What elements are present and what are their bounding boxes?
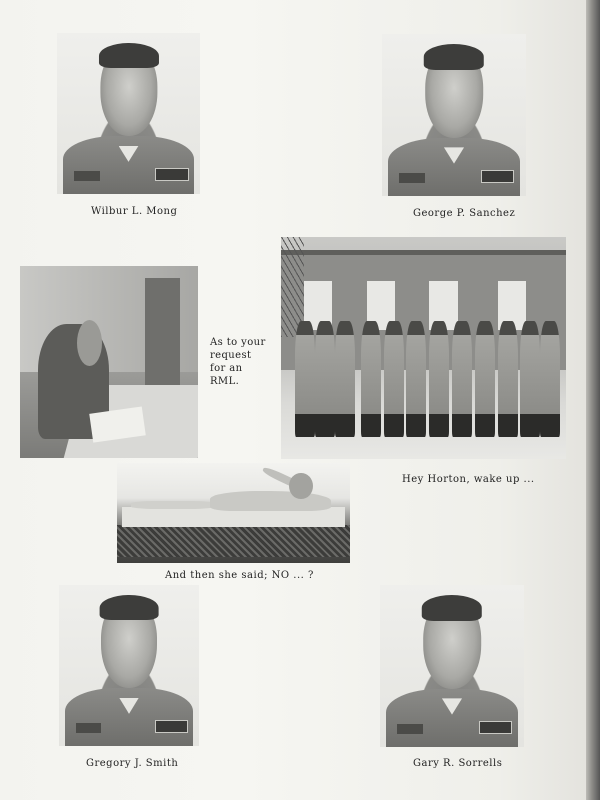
portrait-photo-sanchez (382, 34, 526, 196)
caption-mong: Wilbur L. Mong (91, 206, 178, 217)
portrait-photo-sorrells (380, 585, 524, 747)
bed-photo (117, 463, 350, 563)
caption-sanchez: George P. Sanchez (413, 208, 516, 219)
caption-smith: Gregory J. Smith (86, 758, 179, 769)
page-edge-shadow (586, 0, 600, 800)
desk-photo (20, 266, 198, 458)
portrait-photo-mong (57, 33, 200, 194)
caption-formation: Hey Horton, wake up ... (402, 474, 535, 485)
formation-photo (281, 237, 566, 459)
caption-sorrells: Gary R. Sorrells (413, 758, 503, 769)
caption-bed: And then she said; NO ... ? (165, 570, 314, 581)
desk-photo-caption: As to your request for an RML. (210, 337, 266, 387)
portrait-photo-smith (59, 585, 199, 746)
